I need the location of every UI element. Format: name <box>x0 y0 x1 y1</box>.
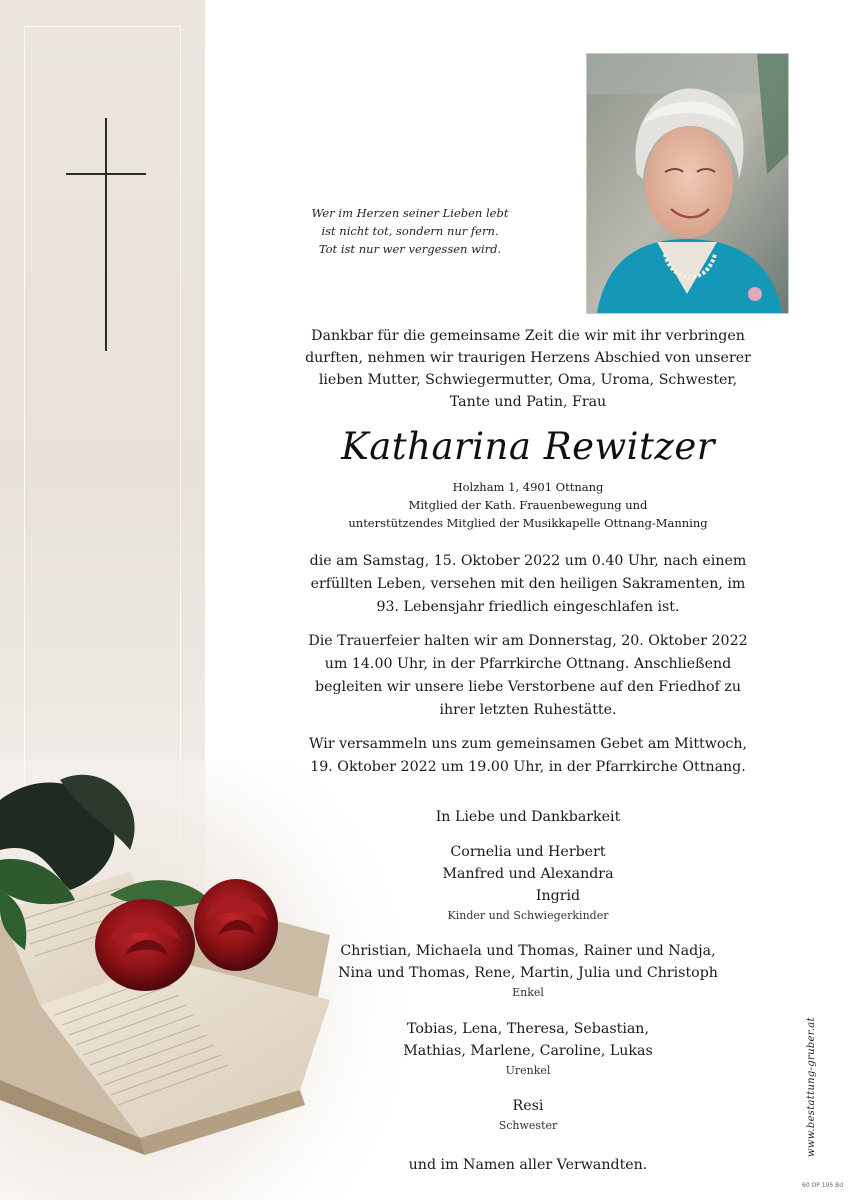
paragraph-line: Wir versammeln uns zum gemeinsamen Gebet am Mittwoch, <box>308 736 748 752</box>
portrait-image <box>587 54 788 313</box>
deceased-detail-line: unterstützendes Mitglied der Musikkapelle Ottnang-Manning <box>348 516 708 530</box>
print-code: 60 OP 195 Bd <box>802 1182 844 1189</box>
children-group <box>268 841 788 925</box>
quote-line: Tot ist nur wer vergessen wird. <box>318 242 502 256</box>
paragraph-line: die am Samstag, 15. Oktober 2022 um 0.40 Uhr, nach einem <box>309 553 747 569</box>
paragraph-line: erfüllten Leben, versehen mit den heiligen Sakramenten, im <box>310 576 746 592</box>
funeral-paragraph <box>258 630 798 722</box>
mourner-names: Manfred und Alexandra <box>442 866 614 882</box>
paragraph-line: um 14.00 Uhr, in der Pfarrkirche Ottnang. Anschließend <box>324 656 732 672</box>
quote-line: ist nicht tot, sondern nur fern. <box>321 224 499 238</box>
quote-line: Wer im Herzen seiner Lieben lebt <box>311 206 509 220</box>
intro-line: lieben Mutter, Schwiegermutter, Oma, Uroma, Schwester, <box>318 372 738 388</box>
paragraph-line: 19. Oktober 2022 um 19.00 Uhr, in der Pfarrkirche Ottnang. <box>310 759 746 775</box>
relation-label: Urenkel <box>505 1064 551 1077</box>
mourner-names: Nina und Thomas, Rene, Martin, Julia und Christoph <box>338 965 718 981</box>
portrait-photo <box>586 53 789 314</box>
deceased-details <box>268 478 788 532</box>
paragraph-line: 93. Lebensjahr friedlich eingeschlafen ist. <box>376 599 680 615</box>
cross-icon-horizontal <box>66 173 146 175</box>
mourner-names: Mathias, Marlene, Caroline, Lukas <box>403 1043 653 1059</box>
sibling-group <box>268 1095 788 1135</box>
funeral-home-url: www.bestattung-gruber.at <box>806 1017 817 1157</box>
mourner-names: Resi <box>512 1098 544 1114</box>
deceased-detail-line: Mitglied der Kath. Frauenbewegung und <box>408 498 648 512</box>
final-text: und im Namen aller Verwandten. <box>408 1157 648 1173</box>
intro-line: durften, nehmen wir traurigen Herzens Abschied von unserer <box>305 350 751 366</box>
relation-label: Schwester <box>498 1119 558 1132</box>
intro-text <box>268 325 788 413</box>
deceased-detail-line: Holzham 1, 4901 Ottnang <box>452 480 604 494</box>
mourner-names: Cornelia und Herbert <box>450 844 606 860</box>
relation-label: Kinder und Schwiegerkinder <box>447 909 609 922</box>
intro-line: Dankbar für die gemeinsame Zeit die wir mit ihr verbringen <box>311 328 745 344</box>
prayer-paragraph <box>258 733 798 779</box>
grandchildren-group <box>268 940 788 1002</box>
mourner-names: Christian, Michaela und Thomas, Rainer und Nadja, <box>340 943 716 959</box>
closing-line <box>268 806 788 828</box>
closing-text: In Liebe und Dankbarkeit <box>435 809 621 825</box>
paragraph-line: ihrer letzten Ruhestätte. <box>439 702 617 718</box>
intro-line: Tante und Patin, Frau <box>449 394 607 410</box>
cross-icon-vertical <box>105 118 107 351</box>
final-line <box>268 1154 788 1176</box>
paragraph-line: begleiten wir unsere liebe Verstorbene auf den Friedhof zu <box>315 679 741 695</box>
deceased-name: Katharina Rewitzer <box>341 425 715 468</box>
mourner-names: Tobias, Lena, Theresa, Sebastian, <box>407 1021 649 1037</box>
paragraph-line: Die Trauerfeier halten wir am Donnerstag, 20. Oktober 2022 <box>308 633 748 649</box>
great-grandchildren-group <box>268 1018 788 1080</box>
memorial-quote <box>260 204 560 258</box>
relation-label: Enkel <box>512 986 544 999</box>
death-notice-paragraph <box>258 550 798 619</box>
mourner-names: Ingrid <box>535 888 581 904</box>
